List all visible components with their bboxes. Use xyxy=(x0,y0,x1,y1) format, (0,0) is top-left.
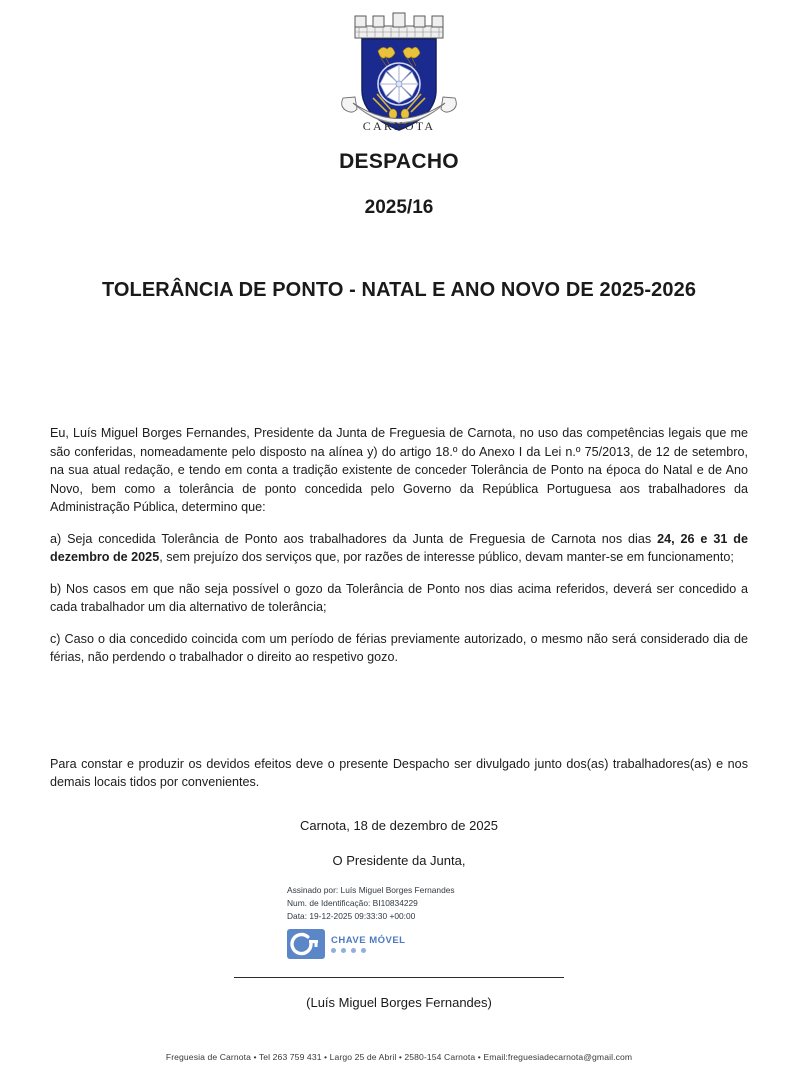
paragraph-item-a xyxy=(50,530,748,567)
document-number: 2025/16 xyxy=(364,197,434,218)
paragraph-closing: Para constar e produzir os devidos efeitos deve o presente Despacho ser divulgado junto dos(as) trabalhadores(as) e nos demais locais tidos por convenientes. xyxy=(50,756,748,789)
chave-movel-dots xyxy=(331,948,405,953)
page-footer: Freguesia de Carnota • Tel 263 759 431 • Largo 25 de Abril • 2580-154 Carnota • Email:freguesiadecarnota@gmail.com xyxy=(165,1052,633,1062)
document-subject: TOLERÂNCIA DE PONTO - NATAL E ANO NOVO DE 2025-2026 xyxy=(101,279,697,301)
signature-name: (Luís Miguel Borges Fernandes) xyxy=(306,994,492,1010)
signature-area xyxy=(50,818,748,1010)
document-title: DESPACHO xyxy=(339,150,459,173)
signature-place-date: Carnota, 18 de dezembro de 2025 xyxy=(299,817,499,833)
item-a-text-post: , sem prejuízo dos serviços que, por razões de interesse público, devam manter-se em funcionamento; xyxy=(159,550,734,564)
chave-movel-wordmark: CHAVE MÓVEL xyxy=(331,934,406,946)
item-a-text-pre: a) Seja concedida Tolerância de Ponto aos trabalhadores da Junta de Freguesia de Carnota nos dias xyxy=(50,531,658,546)
signature-role: O Presidente da Junta, xyxy=(332,852,466,868)
carnota-coat-of-arms-icon xyxy=(329,6,469,146)
paragraph-intro: Eu, Luís Miguel Borges Fernandes, Presidente da Junta de Freguesia de Carnota, no uso das competências legais que me são conferidas, nomeadamente pelo disposto na alínea y) do artigo 18.º do Anexo I da Lei n.º 75/2013, de 12 de setembro, na sua atual redação, e tendo em conta a tradição existente de conceder Tolerância de Ponto na época do Natal e de Ano Novo, bem como a tolerância de ponto concedida pelo Governo da República Portuguesa aos trabalhadores da Administração Pública, determino que: xyxy=(50,426,748,514)
certificate-signed-by: Assinado por: Luís Miguel Borges Fernandes xyxy=(287,884,455,895)
paragraph-item-c: c) Caso o dia concedido coincida com um período de férias previamente autorizado, o mesmo não será considerado dia de férias, não perdendo o trabalhador o direito ao respetivo gozo. xyxy=(50,631,748,664)
document-body xyxy=(50,424,748,667)
chave-movel-logo xyxy=(287,929,547,959)
digital-certificate-block xyxy=(287,884,547,959)
closing-block xyxy=(50,755,748,792)
signature-line xyxy=(234,977,564,978)
crest-motto: CARNOTA xyxy=(362,119,436,133)
item-a-dates: 24, 26 e 31 de dezembro de 2025 xyxy=(50,531,748,564)
chave-movel-digital-key-icon xyxy=(287,929,325,959)
paragraph-item-b: b) Nos casos em que não seja possível o gozo da Tolerância de Ponto nos dias acima referidos, deverá ser concedido a cada trabalhador um dia alternativo de tolerância; xyxy=(50,581,748,614)
chave-movel-text xyxy=(331,935,405,953)
certificate-date: Data: 19-12-2025 09:33:30 +00:00 xyxy=(287,910,416,921)
crest-container xyxy=(50,0,748,146)
certificate-identification: Num. de Identificação: BI10834229 xyxy=(287,897,418,908)
